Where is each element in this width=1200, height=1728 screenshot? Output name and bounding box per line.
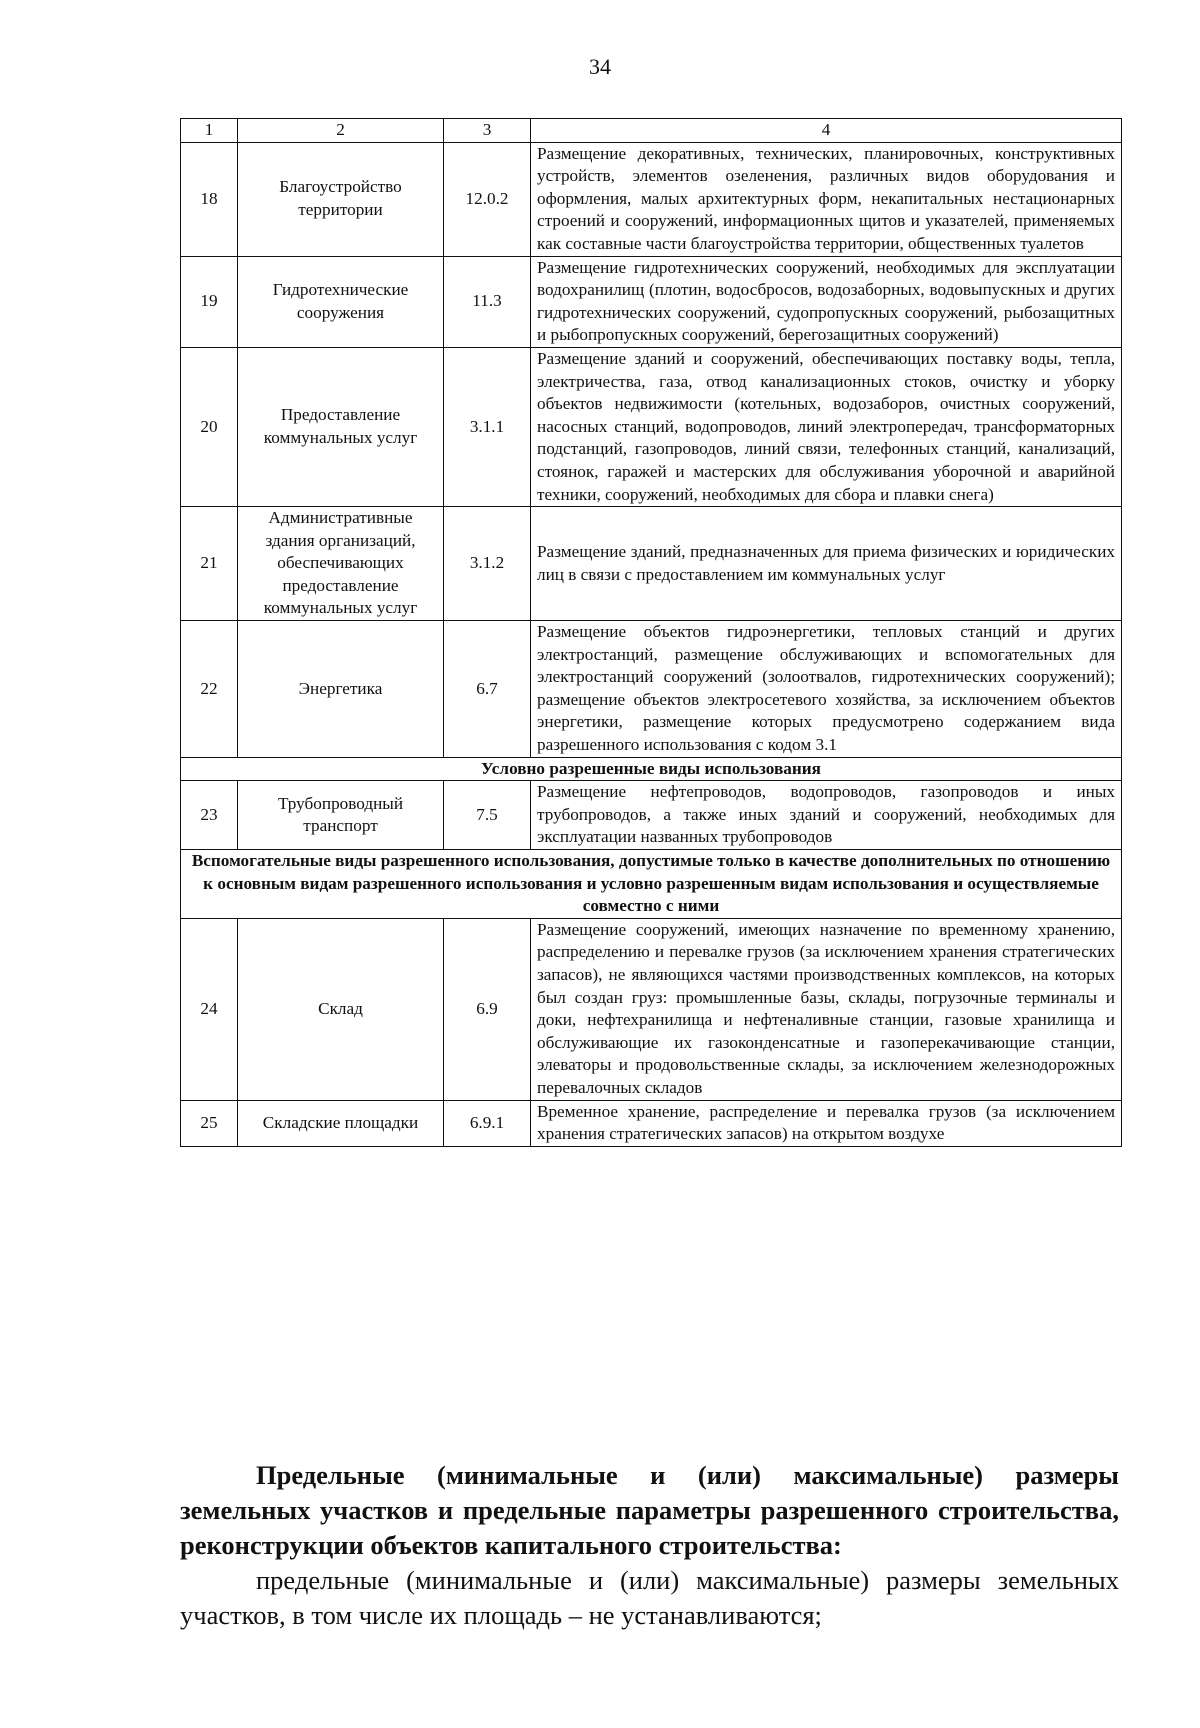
section-row-conditional (181, 757, 1122, 781)
row-number: 24 (181, 918, 238, 1100)
page-number: 34 (589, 54, 611, 79)
table-row (181, 347, 1122, 506)
use-type-description: Размещение декоративных, технических, планировочных, конструктивных устройств, элементов озеленения, различных видов оборудования и оформления, малых архитектурных форм, некапитальных нестационарных строений и сооружений, информационных щитов и указателей, применяемых как составные части благоустройства территории, общественных туалетов (531, 142, 1122, 256)
use-type-code: 3.1.2 (444, 507, 531, 621)
row-number: 19 (181, 256, 238, 347)
row-number: 20 (181, 347, 238, 506)
use-type-name: Трубопроводный транспорт (238, 781, 444, 850)
table-row (181, 507, 1122, 621)
use-type-code: 7.5 (444, 781, 531, 850)
use-type-code: 3.1.1 (444, 347, 531, 506)
use-type-code: 6.9.1 (444, 1100, 531, 1146)
row-number: 23 (181, 781, 238, 850)
section-row-auxiliary (181, 850, 1122, 919)
use-type-description: Размещение зданий, предназначенных для приема физических и юридических лиц в связи с предоставлением им коммунальных услуг (531, 507, 1122, 621)
use-type-description: Размещение сооружений, имеющих назначение по временному хранению, распределению и перевалке грузов (за исключением хранения стратегических запасов), не являющихся частями производственных комплексов, на которых был создан груз: промышленные базы, склады, погрузочные терминалы и доки, нефтехранилища и нефтеналивные станции, газовые хранилища и обслуживающие их газоконденсатные и газоперекачивающие станции, элеваторы и продовольственные склады, за исключением железнодорожных перевалочных складов (531, 918, 1122, 1100)
land-use-table (180, 118, 1122, 1147)
use-type-description: Размещение объектов гидроэнергетики, тепловых станций и других электростанций, размещение обслуживающих и вспомогательных для электростанций сооружений (золоотвалов, гидротехнических сооружений); размещение объектов электросетевого хозяйства, за исключением объектов энергетики, размещение которых предусмотрено содержанием вида разрешенного использования с кодом 3.1 (531, 621, 1122, 758)
table-row (181, 142, 1122, 256)
use-type-name: Складские площадки (238, 1100, 444, 1146)
table-row (181, 256, 1122, 347)
row-number: 22 (181, 621, 238, 758)
row-number: 21 (181, 507, 238, 621)
use-type-description: Размещение зданий и сооружений, обеспечивающих поставку воды, тепла, электричества, газа, отвод канализационных стоков, очистку и уборку объектов недвижимости (котельных, водозаборов, очистных сооружений, насосных станций, водопроводов, линий электропередач, трансформаторных подстанций, газопроводов, линий связи, телефонных станций, канализаций, стоянок, гаражей и мастерских для обслуживания уборочной и аварийной техники, сооружений, необходимых для сбора и плавки снега) (531, 347, 1122, 506)
table-row (181, 918, 1122, 1100)
limit-parameters-section (180, 1458, 1119, 1633)
section-heading-conditional: Условно разрешенные виды использования (181, 757, 1122, 781)
use-type-name: Административные здания организаций, обеспечивающих предоставление коммунальных услуг (238, 507, 444, 621)
use-type-name: Гидротехнические сооружения (238, 256, 444, 347)
table-header-row (181, 119, 1122, 143)
section-heading-auxiliary: Вспомогательные виды разрешенного использования, допустимые только в качестве дополнительных по отношению к основным видам разрешенного использования и условно разрешенным видам использования и осуществляемые совместно с ними (181, 850, 1122, 919)
use-type-description: Размещение гидротехнических сооружений, необходимых для эксплуатации водохранилищ (плотин, водосбросов, водозаборных, водовыпускных и других гидротехнических сооружений, судопропускных сооружений, рыбозащитных и рыбопропускных сооружений, берегозащитных сооружений) (531, 256, 1122, 347)
header-cell-desc: 4 (531, 119, 1122, 143)
use-type-code: 11.3 (444, 256, 531, 347)
use-type-name: Склад (238, 918, 444, 1100)
table-row (181, 781, 1122, 850)
use-type-name: Энергетика (238, 621, 444, 758)
limit-parameters-paragraph: предельные (минимальные и (или) максимальные) размеры земельных участков, в том числе их площадь – не устанавливаются; (180, 1565, 1119, 1630)
use-type-name: Предоставление коммунальных услуг (238, 347, 444, 506)
table-row (181, 1100, 1122, 1146)
use-type-code: 6.7 (444, 621, 531, 758)
use-type-description: Размещение нефтепроводов, водопроводов, газопроводов и иных трубопроводов, а также иных зданий и сооружений, необходимых для эксплуатации названных трубопроводов (531, 781, 1122, 850)
limit-parameters-heading: Предельные (минимальные и (или) максимальные) размеры земельных участков и предельные параметры разрешенного строительства, реконструкции объектов капитального строительства: (180, 1460, 1119, 1560)
use-type-code: 6.9 (444, 918, 531, 1100)
use-type-description: Временное хранение, распределение и перевалка грузов (за исключением хранения стратегических запасов) на открытом воздухе (531, 1100, 1122, 1146)
header-cell-name: 2 (238, 119, 444, 143)
header-cell-num: 1 (181, 119, 238, 143)
use-type-name: Благоустройство территории (238, 142, 444, 256)
row-number: 25 (181, 1100, 238, 1146)
row-number: 18 (181, 142, 238, 256)
header-cell-code: 3 (444, 119, 531, 143)
use-type-code: 12.0.2 (444, 142, 531, 256)
table-row (181, 621, 1122, 758)
